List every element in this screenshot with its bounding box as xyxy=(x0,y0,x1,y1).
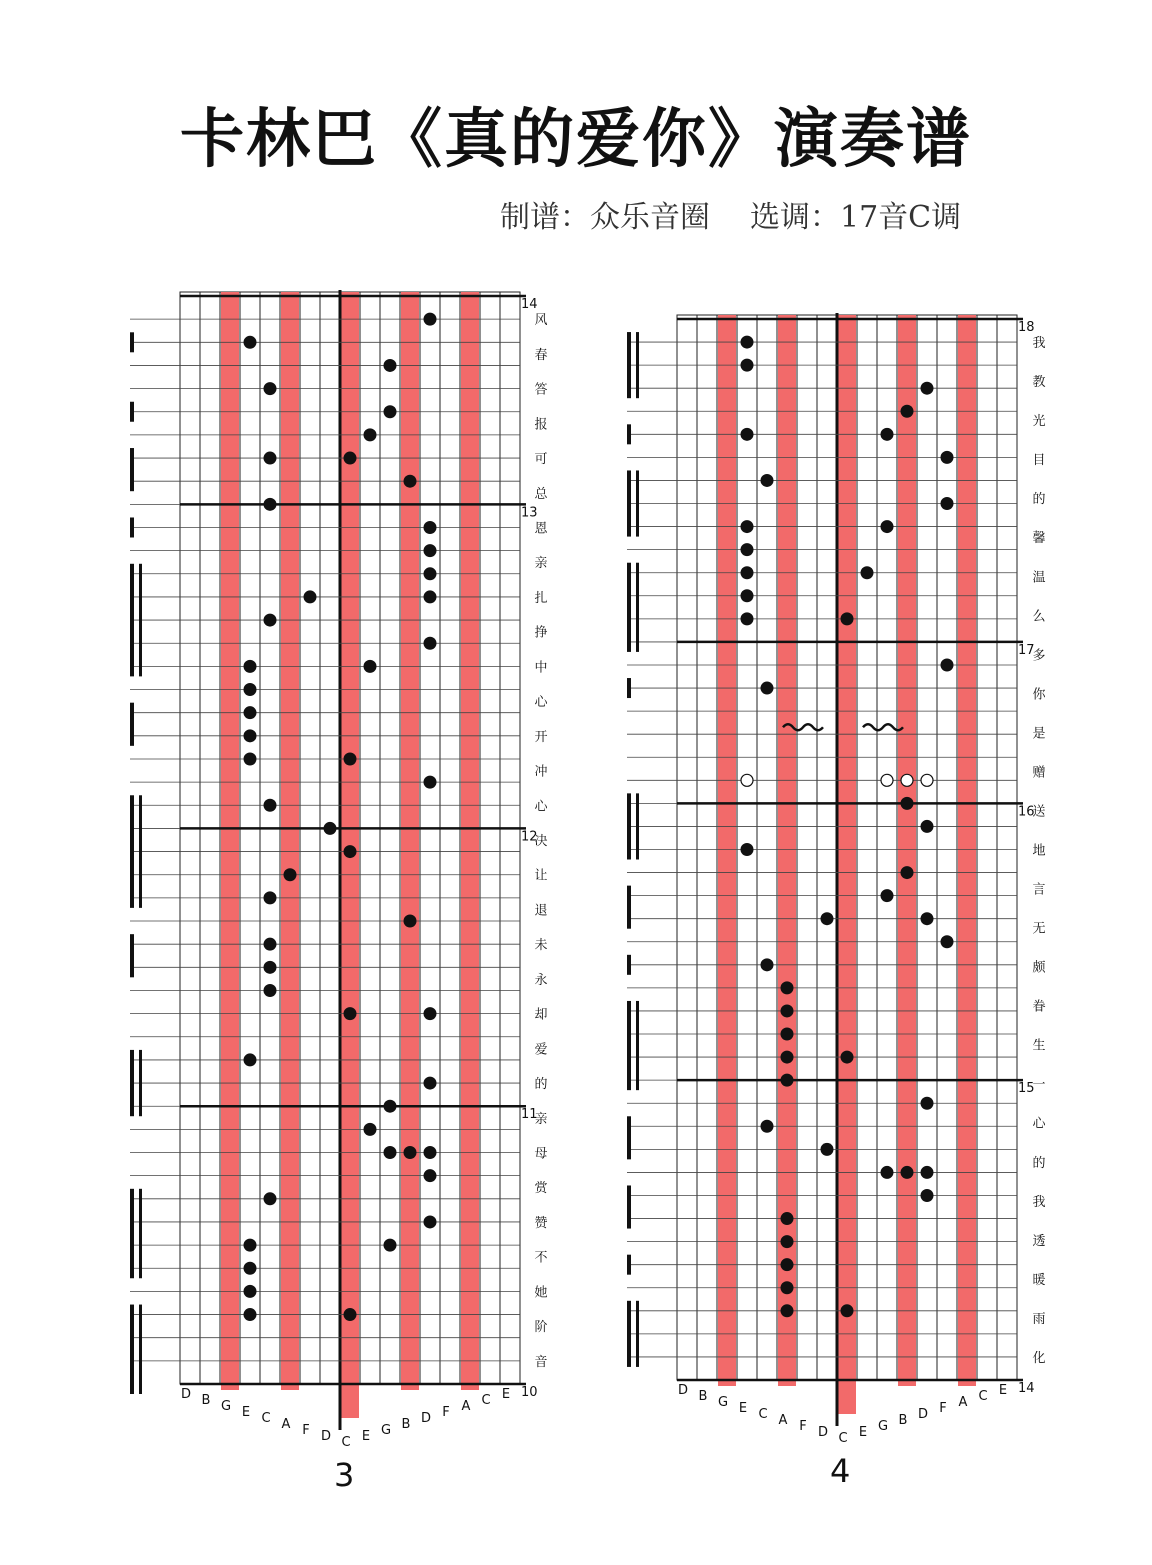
tine-column xyxy=(320,292,340,1384)
note-dot xyxy=(244,1308,257,1321)
note-dot xyxy=(424,544,437,557)
lyric-char: 挣 xyxy=(534,625,548,641)
key-selection: 选调：17音C调 xyxy=(750,200,962,235)
note-dot xyxy=(344,752,357,765)
lyric-char: 报 xyxy=(534,417,548,433)
note-dot xyxy=(781,1051,794,1064)
note-dot xyxy=(264,1192,277,1205)
note-dot xyxy=(344,1308,357,1321)
note-dot xyxy=(901,866,914,879)
key-label: E xyxy=(361,1429,371,1444)
note-dot xyxy=(781,981,794,994)
lyric-char: 多 xyxy=(1032,648,1046,664)
note-dot xyxy=(424,1215,437,1228)
key-label: G xyxy=(877,1419,889,1434)
key-label: E xyxy=(501,1387,511,1402)
lyric-char: 阶 xyxy=(534,1320,548,1336)
tine-column xyxy=(977,315,997,1380)
rhythm-stem xyxy=(139,1305,142,1394)
note-dot xyxy=(264,452,277,465)
open-note xyxy=(741,774,753,786)
lyric-char: 地 xyxy=(1032,843,1046,859)
key-label: B xyxy=(898,1413,908,1428)
rhythm-stem xyxy=(627,470,631,536)
note-dot xyxy=(424,637,437,650)
note-dot xyxy=(901,405,914,418)
tine-column xyxy=(677,315,697,1380)
note-dot xyxy=(941,451,954,464)
note-dot xyxy=(344,452,357,465)
note-dot xyxy=(264,614,277,627)
tine-column xyxy=(480,292,500,1384)
note-dot xyxy=(404,915,417,928)
note-dot xyxy=(761,1120,774,1133)
key-label: B xyxy=(401,1417,411,1432)
note-dot xyxy=(344,845,357,858)
key-label: C xyxy=(261,1411,271,1426)
lyric-char: 退 xyxy=(534,903,548,919)
note-dot xyxy=(921,1097,934,1110)
note-dot xyxy=(264,938,277,951)
arranger-credit: 制谱：众乐音圈 xyxy=(500,200,710,235)
note-dot xyxy=(244,706,257,719)
key-label: A xyxy=(461,1399,471,1414)
note-dot xyxy=(741,359,754,372)
key-label: D xyxy=(180,1387,192,1402)
lyric-char: 母 xyxy=(534,1146,548,1162)
tine-column xyxy=(440,292,460,1384)
note-dot xyxy=(761,474,774,487)
key-label: B xyxy=(201,1393,211,1408)
lyric-char: 温 xyxy=(1032,570,1046,586)
note-dot xyxy=(781,1235,794,1248)
lyric-char: 的 xyxy=(1032,1155,1046,1171)
note-dot xyxy=(384,1146,397,1159)
note-dot xyxy=(264,498,277,511)
note-dot xyxy=(761,682,774,695)
note-dot xyxy=(781,1028,794,1041)
note-dot xyxy=(244,336,257,349)
rhythm-stem xyxy=(627,1001,631,1090)
note-dot xyxy=(841,612,854,625)
note-dot xyxy=(881,889,894,902)
note-dot xyxy=(901,797,914,810)
tine-column xyxy=(997,315,1017,1380)
tine-column xyxy=(240,292,260,1384)
red-tine xyxy=(718,315,736,1386)
note-dot xyxy=(841,1051,854,1064)
key-label: D xyxy=(420,1411,432,1426)
key-label: E xyxy=(241,1405,251,1420)
key-label: G xyxy=(380,1423,392,1438)
rhythm-stem xyxy=(627,424,631,444)
measure-number: 18 xyxy=(1018,320,1035,335)
lyric-char: 答 xyxy=(534,382,548,398)
rhythm-stem xyxy=(627,1185,631,1228)
rhythm-stem xyxy=(130,1050,134,1116)
rhythm-stem xyxy=(627,955,631,975)
tine-column xyxy=(500,292,520,1384)
note-dot xyxy=(424,313,437,326)
note-dot xyxy=(921,1189,934,1202)
red-tine xyxy=(281,292,299,1390)
rhythm-stem xyxy=(130,703,134,746)
rhythm-stem xyxy=(627,678,631,698)
rhythm-stem xyxy=(636,1001,639,1090)
lyric-char: 言 xyxy=(1032,882,1046,898)
key-label: C xyxy=(341,1435,351,1450)
note-dot xyxy=(781,1281,794,1294)
rhythm-stem xyxy=(139,1189,142,1278)
lyric-char: 开 xyxy=(534,729,548,745)
lyric-char: 赏 xyxy=(534,1181,548,1197)
lyric-char: 目 xyxy=(1032,453,1046,469)
note-dot xyxy=(244,729,257,742)
rhythm-stem xyxy=(139,1050,142,1116)
lyric-char: 么 xyxy=(1032,609,1046,625)
note-dot xyxy=(344,1007,357,1020)
note-dot xyxy=(741,612,754,625)
note-dot xyxy=(741,543,754,556)
lyric-char: 无 xyxy=(1032,921,1046,937)
tine-column xyxy=(937,315,957,1380)
note-dot xyxy=(741,428,754,441)
measure-number: 16 xyxy=(1018,804,1035,820)
rhythm-stem xyxy=(139,564,142,677)
rhythm-stem xyxy=(130,332,134,352)
rhythm-stem xyxy=(627,793,631,859)
lyric-char: 爱 xyxy=(534,1042,548,1058)
note-dot xyxy=(264,382,277,395)
note-dot xyxy=(921,382,934,395)
rhythm-stem xyxy=(627,886,631,929)
key-label: F xyxy=(939,1401,947,1416)
note-dot xyxy=(404,1146,417,1159)
tine-column xyxy=(797,315,817,1380)
key-label: B xyxy=(698,1389,708,1404)
lyric-char: 可 xyxy=(534,452,548,468)
lyric-char: 心 xyxy=(534,695,548,711)
note-dot xyxy=(424,1077,437,1090)
note-dot xyxy=(264,891,277,904)
note-dot xyxy=(861,566,874,579)
lyric-char: 雨 xyxy=(1032,1311,1046,1327)
lyric-char: 总 xyxy=(534,486,548,502)
note-dot xyxy=(781,1304,794,1317)
note-dot xyxy=(741,566,754,579)
rhythm-stem xyxy=(627,332,631,398)
lyric-char: 亲 xyxy=(534,1111,548,1127)
lyric-char: 中 xyxy=(534,660,548,676)
note-dot xyxy=(304,590,317,603)
lyric-char: 赞 xyxy=(534,1215,548,1231)
key-label: E xyxy=(998,1383,1008,1398)
tine-column xyxy=(360,292,380,1384)
note-dot xyxy=(324,822,337,835)
measure-number: 15 xyxy=(1018,1081,1035,1097)
key-label: D xyxy=(917,1407,929,1422)
rhythm-stem xyxy=(636,563,639,652)
note-dot xyxy=(264,984,277,997)
note-dot xyxy=(741,589,754,602)
lyric-char: 颇 xyxy=(1032,960,1046,976)
note-dot xyxy=(384,1239,397,1252)
note-dot xyxy=(781,1258,794,1271)
lyric-char: 透 xyxy=(1032,1233,1046,1249)
lyric-char: 冲 xyxy=(534,764,548,780)
tine-column xyxy=(917,315,937,1380)
note-dot xyxy=(941,497,954,510)
key-label: F xyxy=(799,1419,807,1434)
note-dot xyxy=(424,567,437,580)
key-label: C xyxy=(978,1389,988,1404)
note-dot xyxy=(264,799,277,812)
note-dot xyxy=(781,1004,794,1017)
rhythm-stem xyxy=(130,564,134,677)
tine-column xyxy=(877,315,897,1380)
tine-column xyxy=(697,315,717,1380)
lyric-char: 未 xyxy=(534,938,548,954)
note-dot xyxy=(244,660,257,673)
rhythm-stem xyxy=(139,795,142,908)
red-tine xyxy=(838,315,856,1414)
note-dot xyxy=(761,958,774,971)
tine-column xyxy=(857,315,877,1380)
key-label: F xyxy=(442,1405,450,1420)
key-label: F xyxy=(302,1423,310,1438)
page-number-left: 3 xyxy=(334,1456,355,1494)
tine-column xyxy=(200,292,220,1384)
rhythm-stem xyxy=(627,1255,631,1275)
key-label: A xyxy=(958,1395,968,1410)
note-dot xyxy=(841,1304,854,1317)
note-dot xyxy=(901,1166,914,1179)
red-tine xyxy=(898,315,916,1386)
rhythm-stem xyxy=(627,563,631,652)
rhythm-stem xyxy=(130,402,134,422)
note-dot xyxy=(424,521,437,534)
key-label: E xyxy=(858,1425,868,1440)
key-label: D xyxy=(320,1429,332,1444)
rhythm-stem xyxy=(130,1189,134,1278)
note-dot xyxy=(424,1007,437,1020)
lyric-char: 恩 xyxy=(534,521,548,537)
lyric-char: 暖 xyxy=(1032,1272,1046,1288)
note-dot xyxy=(244,1239,257,1252)
lyric-char: 你 xyxy=(1032,687,1046,703)
lyric-char: 是 xyxy=(1032,726,1046,742)
rhythm-stem xyxy=(636,332,639,398)
note-dot xyxy=(364,1123,377,1136)
lyric-char: 光 xyxy=(1032,414,1046,430)
note-dot xyxy=(244,683,257,696)
lyric-char: 赠 xyxy=(1032,765,1046,781)
note-dot xyxy=(384,405,397,418)
lyric-char: 她 xyxy=(534,1285,548,1301)
note-dot xyxy=(384,359,397,372)
tine-column xyxy=(380,292,400,1384)
note-dot xyxy=(741,843,754,856)
lyric-char: 亲 xyxy=(534,556,548,572)
lyric-char: 的 xyxy=(534,1077,548,1093)
note-dot xyxy=(424,590,437,603)
key-label: C xyxy=(838,1431,848,1446)
red-tine xyxy=(461,292,479,1390)
lyric-char: 春 xyxy=(534,347,548,363)
lyric-char: 音 xyxy=(534,1354,548,1370)
key-label: E xyxy=(738,1401,748,1416)
note-dot xyxy=(821,912,834,925)
rhythm-stem xyxy=(636,470,639,536)
lyric-char: 心 xyxy=(534,799,548,815)
rhythm-stem xyxy=(627,1116,631,1159)
open-note xyxy=(921,774,933,786)
note-dot xyxy=(424,1169,437,1182)
note-dot xyxy=(921,1166,934,1179)
red-tine xyxy=(221,292,239,1390)
lyric-char: 的 xyxy=(1032,492,1046,508)
note-dot xyxy=(941,658,954,671)
open-note xyxy=(881,774,893,786)
note-dot xyxy=(404,475,417,488)
note-dot xyxy=(821,1143,834,1156)
note-dot xyxy=(284,868,297,881)
rhythm-stem xyxy=(627,1301,631,1367)
lyric-char: 一 xyxy=(1032,1077,1046,1093)
note-dot xyxy=(244,1262,257,1275)
note-dot xyxy=(364,660,377,673)
page-title: 卡林巴《真的爱你》演奏谱 xyxy=(180,103,972,177)
red-tine xyxy=(778,315,796,1386)
rhythm-stem xyxy=(130,934,134,977)
red-tine xyxy=(401,292,419,1390)
key-label: G xyxy=(220,1399,232,1414)
lyric-char: 决 xyxy=(534,834,548,849)
rhythm-stem xyxy=(130,795,134,908)
note-dot xyxy=(921,820,934,833)
key-label: G xyxy=(717,1395,729,1410)
lyric-char: 化 xyxy=(1032,1350,1046,1366)
measure-number: 13 xyxy=(521,505,538,521)
tine-column xyxy=(300,292,320,1384)
measure-number: 14 xyxy=(521,297,538,312)
key-label: D xyxy=(817,1425,829,1440)
lyric-char: 我 xyxy=(1032,336,1046,352)
note-dot xyxy=(881,1166,894,1179)
tine-column xyxy=(180,292,200,1384)
measure-number: 11 xyxy=(521,1107,538,1123)
lyric-char: 送 xyxy=(1032,804,1046,820)
note-dot xyxy=(424,776,437,789)
rhythm-stem xyxy=(130,448,134,491)
note-dot xyxy=(364,428,377,441)
lyric-char: 我 xyxy=(1032,1194,1046,1210)
note-dot xyxy=(264,961,277,974)
note-dot xyxy=(244,1053,257,1066)
key-label: A xyxy=(778,1413,788,1428)
open-note xyxy=(901,774,913,786)
lyric-char: 教 xyxy=(1032,375,1046,391)
key-label: D xyxy=(677,1383,689,1398)
tine-column xyxy=(817,315,837,1380)
lyric-char: 却 xyxy=(534,1007,548,1023)
lyric-char: 永 xyxy=(534,972,548,988)
lyric-char: 眷 xyxy=(1032,999,1046,1015)
note-dot xyxy=(424,1146,437,1159)
note-dot xyxy=(881,520,894,533)
note-dot xyxy=(881,428,894,441)
lyric-char: 心 xyxy=(1032,1116,1046,1132)
key-label: A xyxy=(281,1417,291,1432)
rhythm-stem xyxy=(130,1305,134,1394)
note-dot xyxy=(741,520,754,533)
lyric-char: 扎 xyxy=(534,590,548,606)
note-dot xyxy=(921,912,934,925)
rhythm-stem xyxy=(636,793,639,859)
lyric-char: 不 xyxy=(534,1250,548,1266)
lyric-char: 让 xyxy=(534,868,548,884)
note-dot xyxy=(781,1074,794,1087)
note-dot xyxy=(741,336,754,349)
lyric-char: 馨 xyxy=(1032,531,1046,547)
measure-number: 10 xyxy=(521,1385,538,1400)
measure-number: 12 xyxy=(521,829,538,845)
note-dot xyxy=(244,752,257,765)
rhythm-stem xyxy=(130,517,134,537)
lyric-char: 生 xyxy=(1032,1038,1046,1054)
measure-number: 17 xyxy=(1018,642,1035,658)
key-label: C xyxy=(481,1393,491,1408)
red-tine xyxy=(958,315,976,1386)
note-dot xyxy=(244,1285,257,1298)
page-number-right: 4 xyxy=(830,1452,851,1490)
rhythm-stem xyxy=(636,1301,639,1367)
note-dot xyxy=(781,1212,794,1225)
key-label: C xyxy=(758,1407,768,1422)
measure-number: 14 xyxy=(1018,1381,1035,1396)
lyric-char: 风 xyxy=(534,313,548,329)
note-dot xyxy=(384,1100,397,1113)
note-dot xyxy=(941,935,954,948)
